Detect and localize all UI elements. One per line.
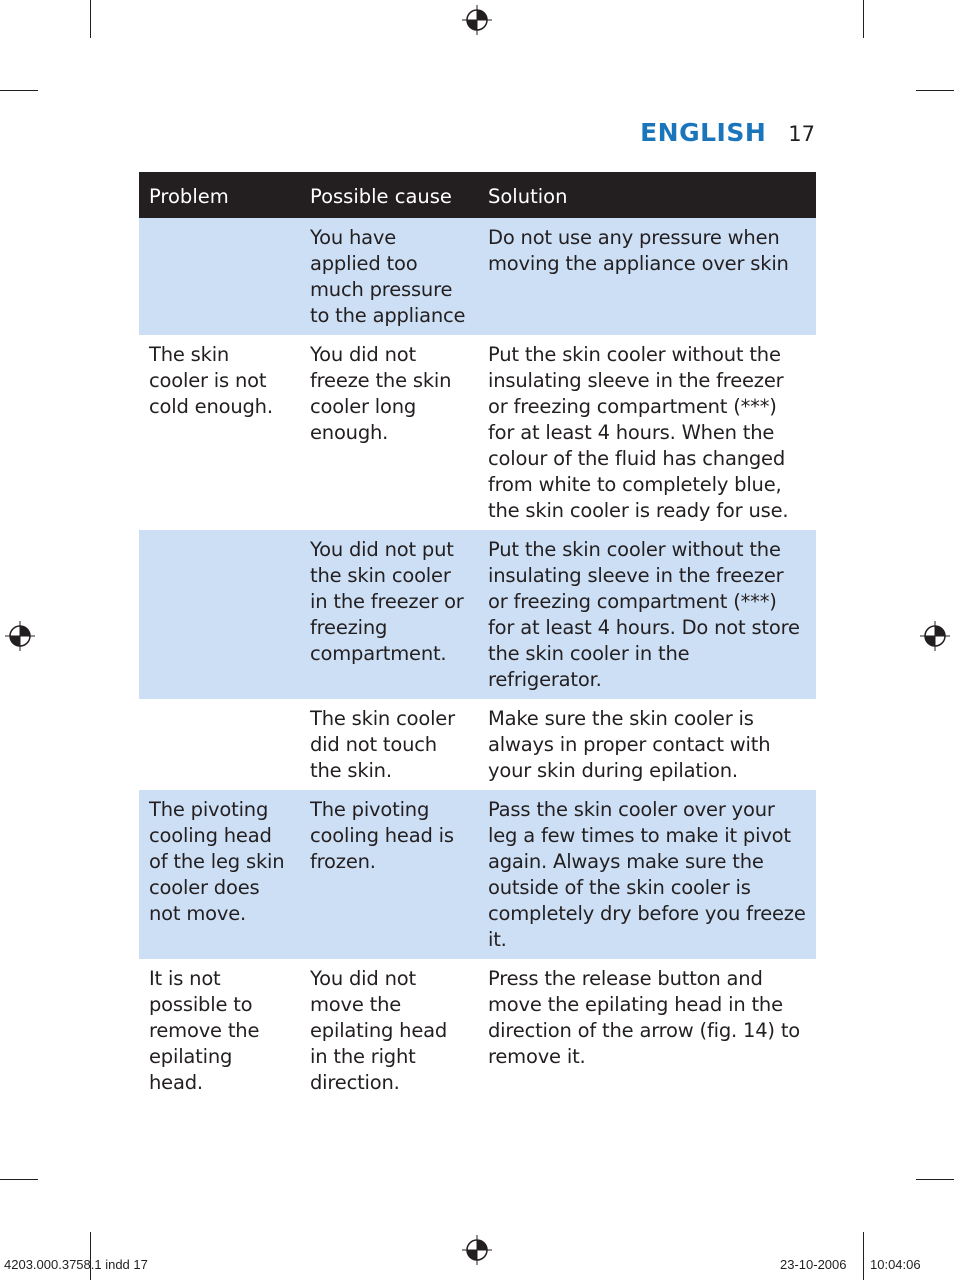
problem-cell: The pivoting cooling head of the leg skin cooler does not move. [139, 790, 300, 959]
problem-cell: It is not possible to remove the epilating head. [149, 967, 260, 1094]
table-row [139, 790, 816, 959]
crop-mark [0, 1179, 38, 1180]
footer-time: 10:04:06 [870, 1257, 921, 1272]
solution-cell: Make sure the skin cooler is always in proper contact with your skin during epilation. [488, 707, 771, 782]
column-header-cause: Possible cause [300, 172, 478, 218]
crop-mark [90, 1232, 91, 1280]
footer-file-info: 4203.000.3758.1 indd 17 [4, 1257, 148, 1272]
table-row [139, 530, 816, 699]
crop-mark [916, 90, 954, 91]
cause-cell: You have applied too much pressure to the appliance [300, 218, 478, 335]
solution-cell: Put the skin cooler without the insulating sleeve in the freezer or freezing compartment (***) for at least 4 hours. When the colour of the fluid has changed from white to completely blue, the skin cooler is ready for use. [488, 343, 789, 522]
solution-cell: Do not use any pressure when moving the appliance over skin [478, 218, 816, 335]
crop-mark [90, 0, 91, 38]
solution-cell: Pass the skin cooler over your leg a few times to make it pivot again. Always make sure the outside of the skin cooler is completely dry before you freeze it. [478, 790, 816, 959]
cause-cell: The skin cooler did not touch the skin. [310, 707, 455, 782]
registration-mark-icon [462, 5, 492, 35]
table-row [139, 335, 816, 530]
column-header-problem: Problem [139, 172, 300, 218]
crop-mark [863, 1232, 864, 1280]
cause-cell: You did not move the epilating head in the right direction. [310, 967, 448, 1094]
crop-mark [916, 1179, 954, 1180]
troubleshooting-table [139, 172, 816, 1102]
page-header [640, 118, 815, 147]
table-row [139, 959, 816, 1102]
cause-cell: The pivoting cooling head is frozen. [300, 790, 478, 959]
registration-mark-icon [5, 621, 35, 651]
problem-cell [139, 530, 300, 699]
registration-mark-icon [920, 621, 950, 651]
problem-cell [139, 218, 300, 335]
problem-cell [139, 699, 300, 790]
crop-mark [863, 0, 864, 38]
table-header-row [139, 172, 816, 218]
table-row [139, 699, 816, 790]
footer-date: 23-10-2006 [780, 1257, 847, 1272]
problem-cell: The skin cooler is not cold enough. [149, 343, 273, 418]
table-row [139, 218, 816, 335]
crop-mark [0, 90, 38, 91]
cause-cell: You did not put the skin cooler in the freezer or freezing compartment. [300, 530, 478, 699]
solution-cell: Put the skin cooler without the insulating sleeve in the freezer or freezing compartment (***) for at least 4 hours. Do not store the skin cooler in the refrigerator. [478, 530, 816, 699]
page-number: 17 [788, 122, 815, 146]
column-header-solution: Solution [478, 172, 816, 218]
solution-cell: Press the release button and move the epilating head in the direction of the arrow (fig. 14) to remove it. [488, 967, 800, 1068]
cause-cell: You did not freeze the skin cooler long enough. [310, 343, 452, 444]
language-label: ENGLISH [640, 118, 767, 147]
registration-mark-icon [462, 1235, 492, 1265]
